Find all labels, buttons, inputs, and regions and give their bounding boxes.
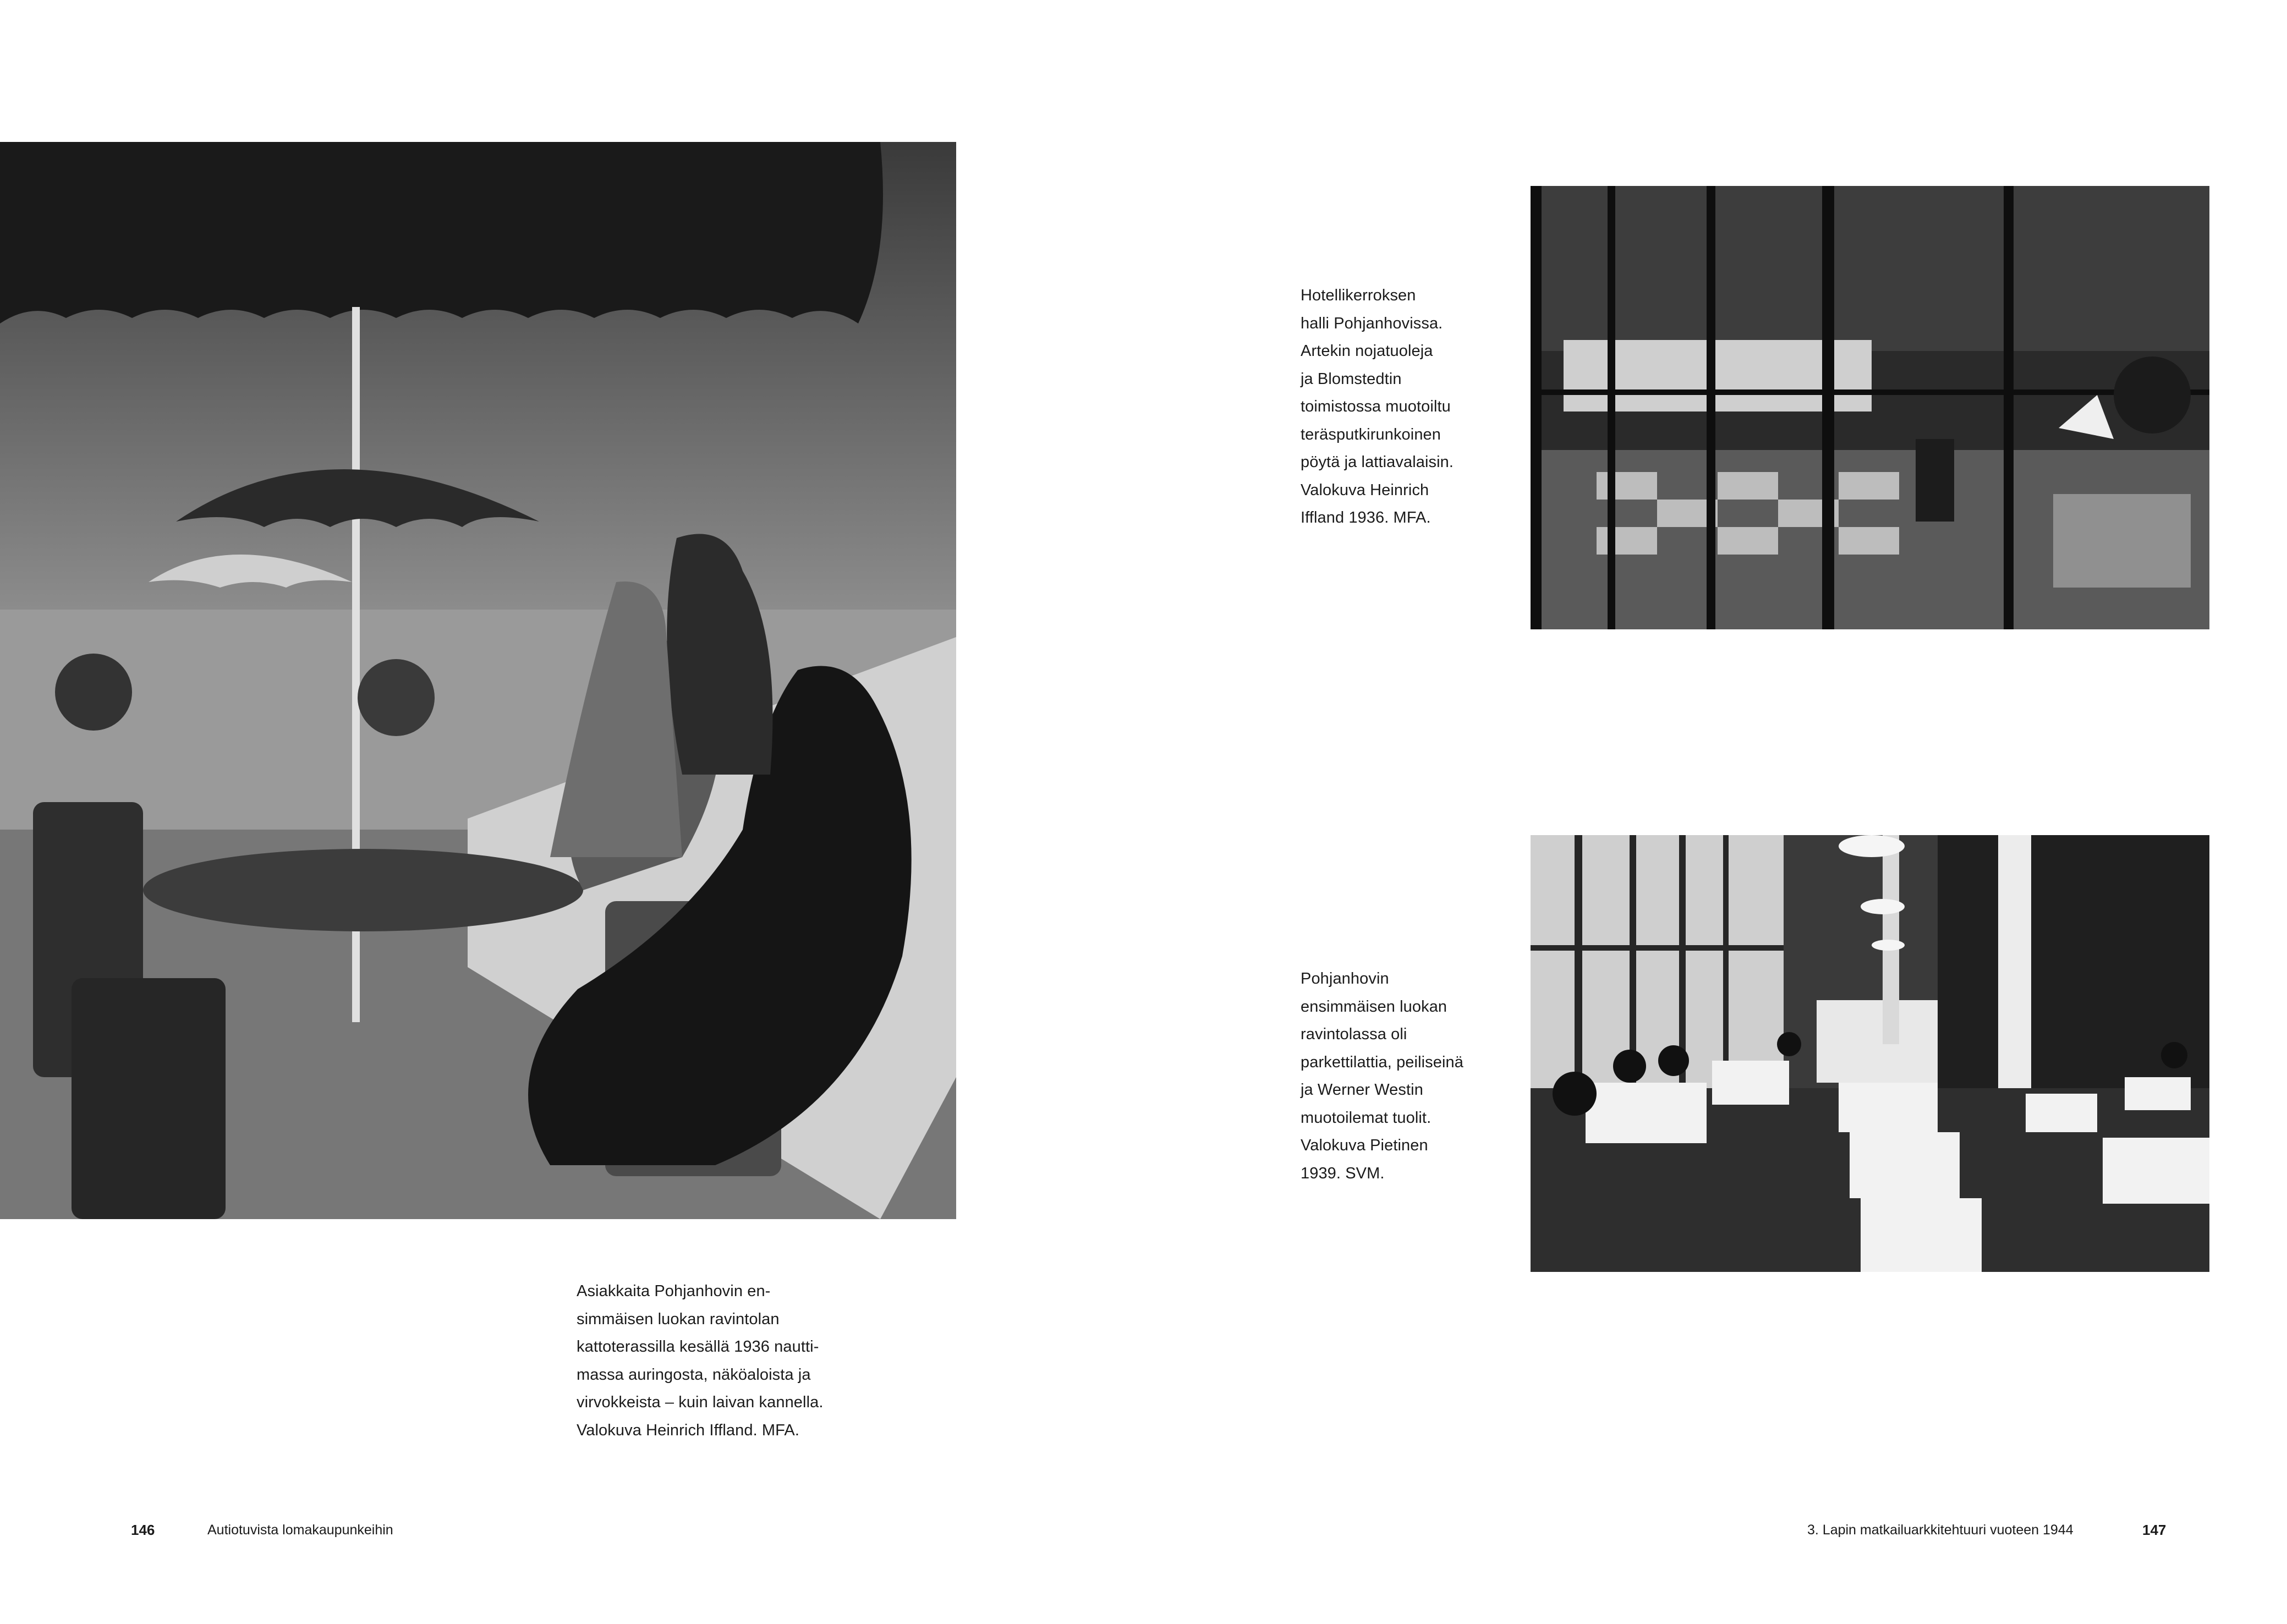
caption-line: ensimmäisen luokan: [1301, 997, 1447, 1016]
restaurant-photo: [1531, 835, 2209, 1272]
right-page-number: 147: [2142, 1522, 2167, 1538]
caption-line: Valokuva Pietinen: [1301, 1137, 1428, 1154]
left-page-number: 146: [131, 1522, 155, 1538]
caption-line: toimistossa muotoiltu: [1301, 398, 1451, 415]
caption-line: virvokkeista – kuin laivan kannella.: [577, 1393, 824, 1411]
caption-line: 1939. SVM.: [1301, 1164, 1385, 1182]
terrace-photo-caption: [577, 1277, 824, 1444]
caption-line: muotoilemat tuolit.: [1301, 1109, 1432, 1127]
caption-line: Pohjanhovin: [1301, 970, 1389, 987]
caption-line: massa auringosta, näköaloista ja: [577, 1365, 811, 1384]
hall-photo-caption: [1301, 282, 1454, 532]
caption-line: Valokuva Heinrich Iffland. MFA.: [577, 1421, 799, 1439]
caption-line: pöytä ja lattiavalaisin.: [1301, 453, 1454, 471]
caption-line: ja Werner Westin: [1301, 1081, 1423, 1099]
caption-line: kattoterassilla kesällä 1936 nautti-: [577, 1338, 819, 1356]
terrace-photo: [0, 142, 956, 1219]
right-running-head: 3. Lapin matkailuarkkitehtuuri vuoteen 1944: [1807, 1522, 2074, 1538]
caption-line: Valokuva Heinrich: [1301, 481, 1429, 499]
caption-line: Artekin nojatuoleja: [1301, 342, 1433, 360]
caption-line: teräsputkirunkoinen: [1301, 425, 1441, 443]
caption-line: Asiakkaita Pohjanhovin en-: [577, 1282, 771, 1300]
caption-line: simmäisen luokan ravintolan: [577, 1310, 780, 1328]
caption-line: halli Pohjanhovissa.: [1301, 314, 1443, 332]
hotel-hall-photo: [1531, 186, 2209, 629]
caption-line: ja Blomstedtin: [1301, 370, 1402, 388]
restaurant-photo-caption: [1301, 965, 1463, 1187]
left-running-head: Autiotuvista lomakaupunkeihin: [207, 1522, 393, 1538]
caption-line: Hotellikerroksen: [1301, 287, 1416, 304]
caption-line: parkettilattia, peiliseinä: [1301, 1053, 1463, 1071]
caption-line: Iffland 1936. MFA.: [1301, 509, 1431, 526]
caption-line: ravintolassa oli: [1301, 1025, 1407, 1043]
